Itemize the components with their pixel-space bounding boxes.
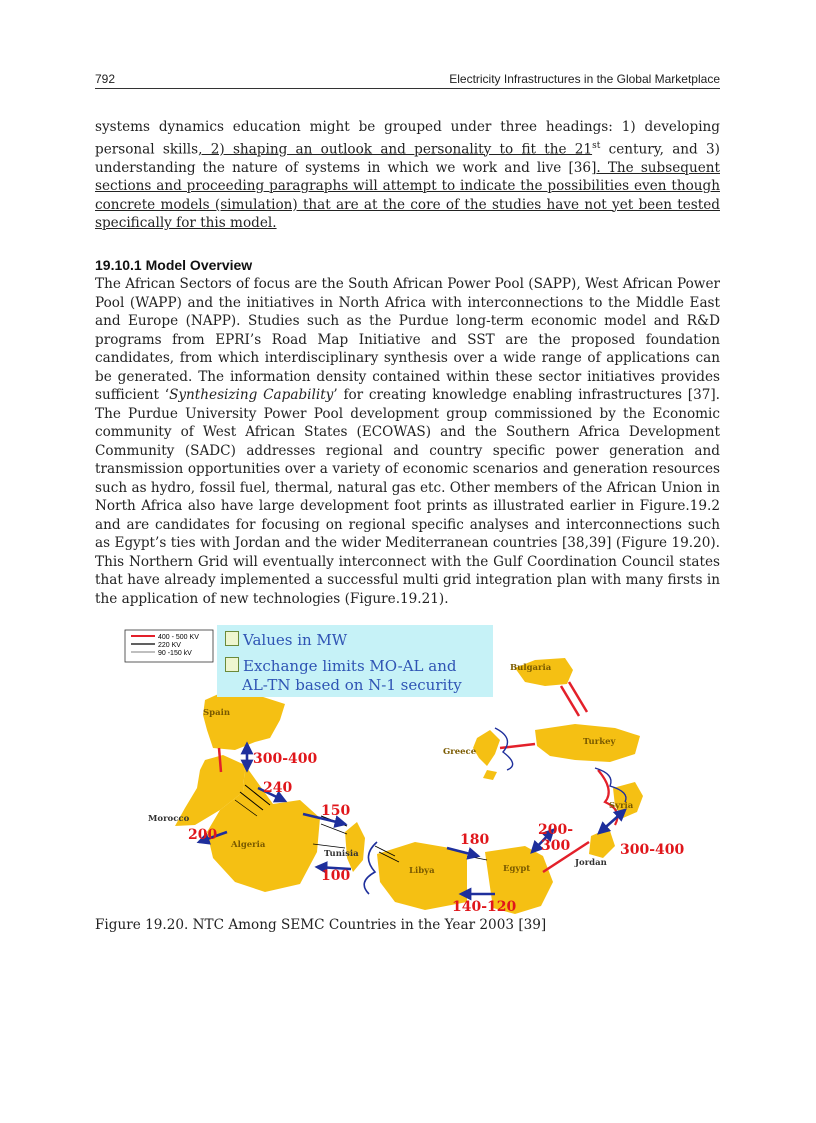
- figure-notes-box: [217, 625, 493, 697]
- value-morocco-algeria: 240: [263, 780, 293, 796]
- running-header: [95, 70, 720, 89]
- ntc-map-figure: [95, 620, 720, 915]
- voltage-legend: [125, 630, 213, 662]
- value-tunisia-algeria: 100: [321, 868, 351, 884]
- value-algeria-morocco: 200: [188, 827, 218, 843]
- note-icon: [225, 631, 239, 646]
- intro-part3: century, and 3) understanding the nature of systems in which we work and live [36]: [95, 141, 720, 176]
- section-p-italic: Synthesizing Capability: [169, 387, 334, 403]
- intro-part1: systems dynamics education might be grouped under three headings: 1) developing personal skills: [95, 119, 720, 158]
- value-jordan-syria: 300-400: [620, 842, 685, 858]
- greece-shape: [473, 730, 500, 766]
- section-paragraph: [95, 275, 720, 608]
- intro-sup: st: [592, 140, 601, 151]
- label-spain: Spain: [203, 708, 230, 718]
- value-libya-egypt: 180: [460, 832, 490, 848]
- jordan-shape: [589, 828, 615, 858]
- label-tunisia: Tunisia: [324, 849, 359, 859]
- section-p-end: ’ for creating knowledge enabling infrastructures [37]. The Purdue University Power Pool development group commissioned by the Economic community of West African States (ECOWAS) and the Southern Africa Development Community (SADC) addresses regional and country specific power generation and transmission opportunities over a variety of economic scenarios and generation resources such as hydro, fossil fuel, thermal, natural gas etc. Other members of the African Union in North Africa also have large development foot prints as illustrated earlier in Figure.19.2 and are candidates for focusing on regional specific analyses and interconnections such as Egypt’s ties with Jordan and the wider Mediterranean countries [38,39] (Figure 19.20). This Northern Grid will eventually interconnect with the Gulf Coordination Council states that have already implemented a successful multi grid integration plan with many firsts in the application of new technologies (Figure.19.21).: [95, 387, 720, 607]
- intro-part2: , 2) shaping an outlook and personality to fit the 21: [198, 141, 593, 158]
- book-title: Electricity Infrastructures in the Global Marketplace: [449, 72, 720, 86]
- note-n1-security: AL-TN based on N-1 security: [242, 676, 462, 694]
- value-spain-morocco: 300-400: [253, 751, 318, 767]
- intro-paragraph: [95, 118, 720, 233]
- intro-part4: . The subsequent sections and proceeding paragraphs will attempt to indicate the possibilities even though concrete models (simulation) that are at the core of the studies have not yet been tested specifically for this model.: [95, 159, 720, 232]
- figure-caption: Figure 19.20. NTC Among SEMC Countries in the Year 2003 [39]: [95, 917, 547, 933]
- label-turkey: Turkey: [583, 737, 616, 747]
- label-algeria: Algeria: [231, 840, 266, 850]
- note-text-2: Exchange limits MO-AL and: [243, 657, 457, 675]
- note-text-1: Values in MW: [243, 631, 348, 649]
- note-values-in-mw: [225, 631, 347, 649]
- value-egypt-jordan-2: 300: [541, 838, 571, 854]
- note-exchange-limits: [225, 657, 456, 675]
- legend-400-500kv: 400 - 500 KV: [158, 634, 199, 641]
- greece-islands-shape: [483, 770, 497, 780]
- tunisia-shape: [345, 822, 365, 872]
- label-jordan: Jordan: [575, 858, 607, 868]
- label-morocco: Morocco: [148, 814, 190, 824]
- section-heading: 19.10.1 Model Overview: [95, 257, 253, 273]
- label-syria: Syria: [609, 801, 634, 811]
- section-p-start: The African Sectors of focus are the South African Power Pool (SAPP), West African Power Pool (WAPP) and the initiatives in North Africa with interconnections to the Middle East and Europe (NAPP). Studies such as the Purdue long-term economic model and R&D programs from EPRI’s Road Map Initiative and SST are the proposed foundation candidates, from which interdisciplinary synthesis over a wide range of applications can be generated. The information density contained within these sector initiatives provides sufficient ‘: [95, 276, 720, 403]
- note-icon: [225, 657, 239, 672]
- page-number: 792: [95, 72, 116, 86]
- spain-shape: [203, 692, 285, 750]
- value-egypt-libya: 140-120: [452, 899, 517, 915]
- legend-90-150kv: 90 -150 kV: [158, 650, 192, 657]
- label-bulgaria: Bulgaria: [510, 663, 552, 673]
- label-egypt: Egypt: [503, 864, 531, 874]
- value-algeria-tunisia: 150: [321, 803, 351, 819]
- label-greece: Greece: [443, 747, 477, 757]
- value-egypt-jordan-1: 200-: [538, 822, 574, 838]
- label-libya: Libya: [409, 866, 435, 876]
- legend-220kv: 220 KV: [158, 642, 181, 649]
